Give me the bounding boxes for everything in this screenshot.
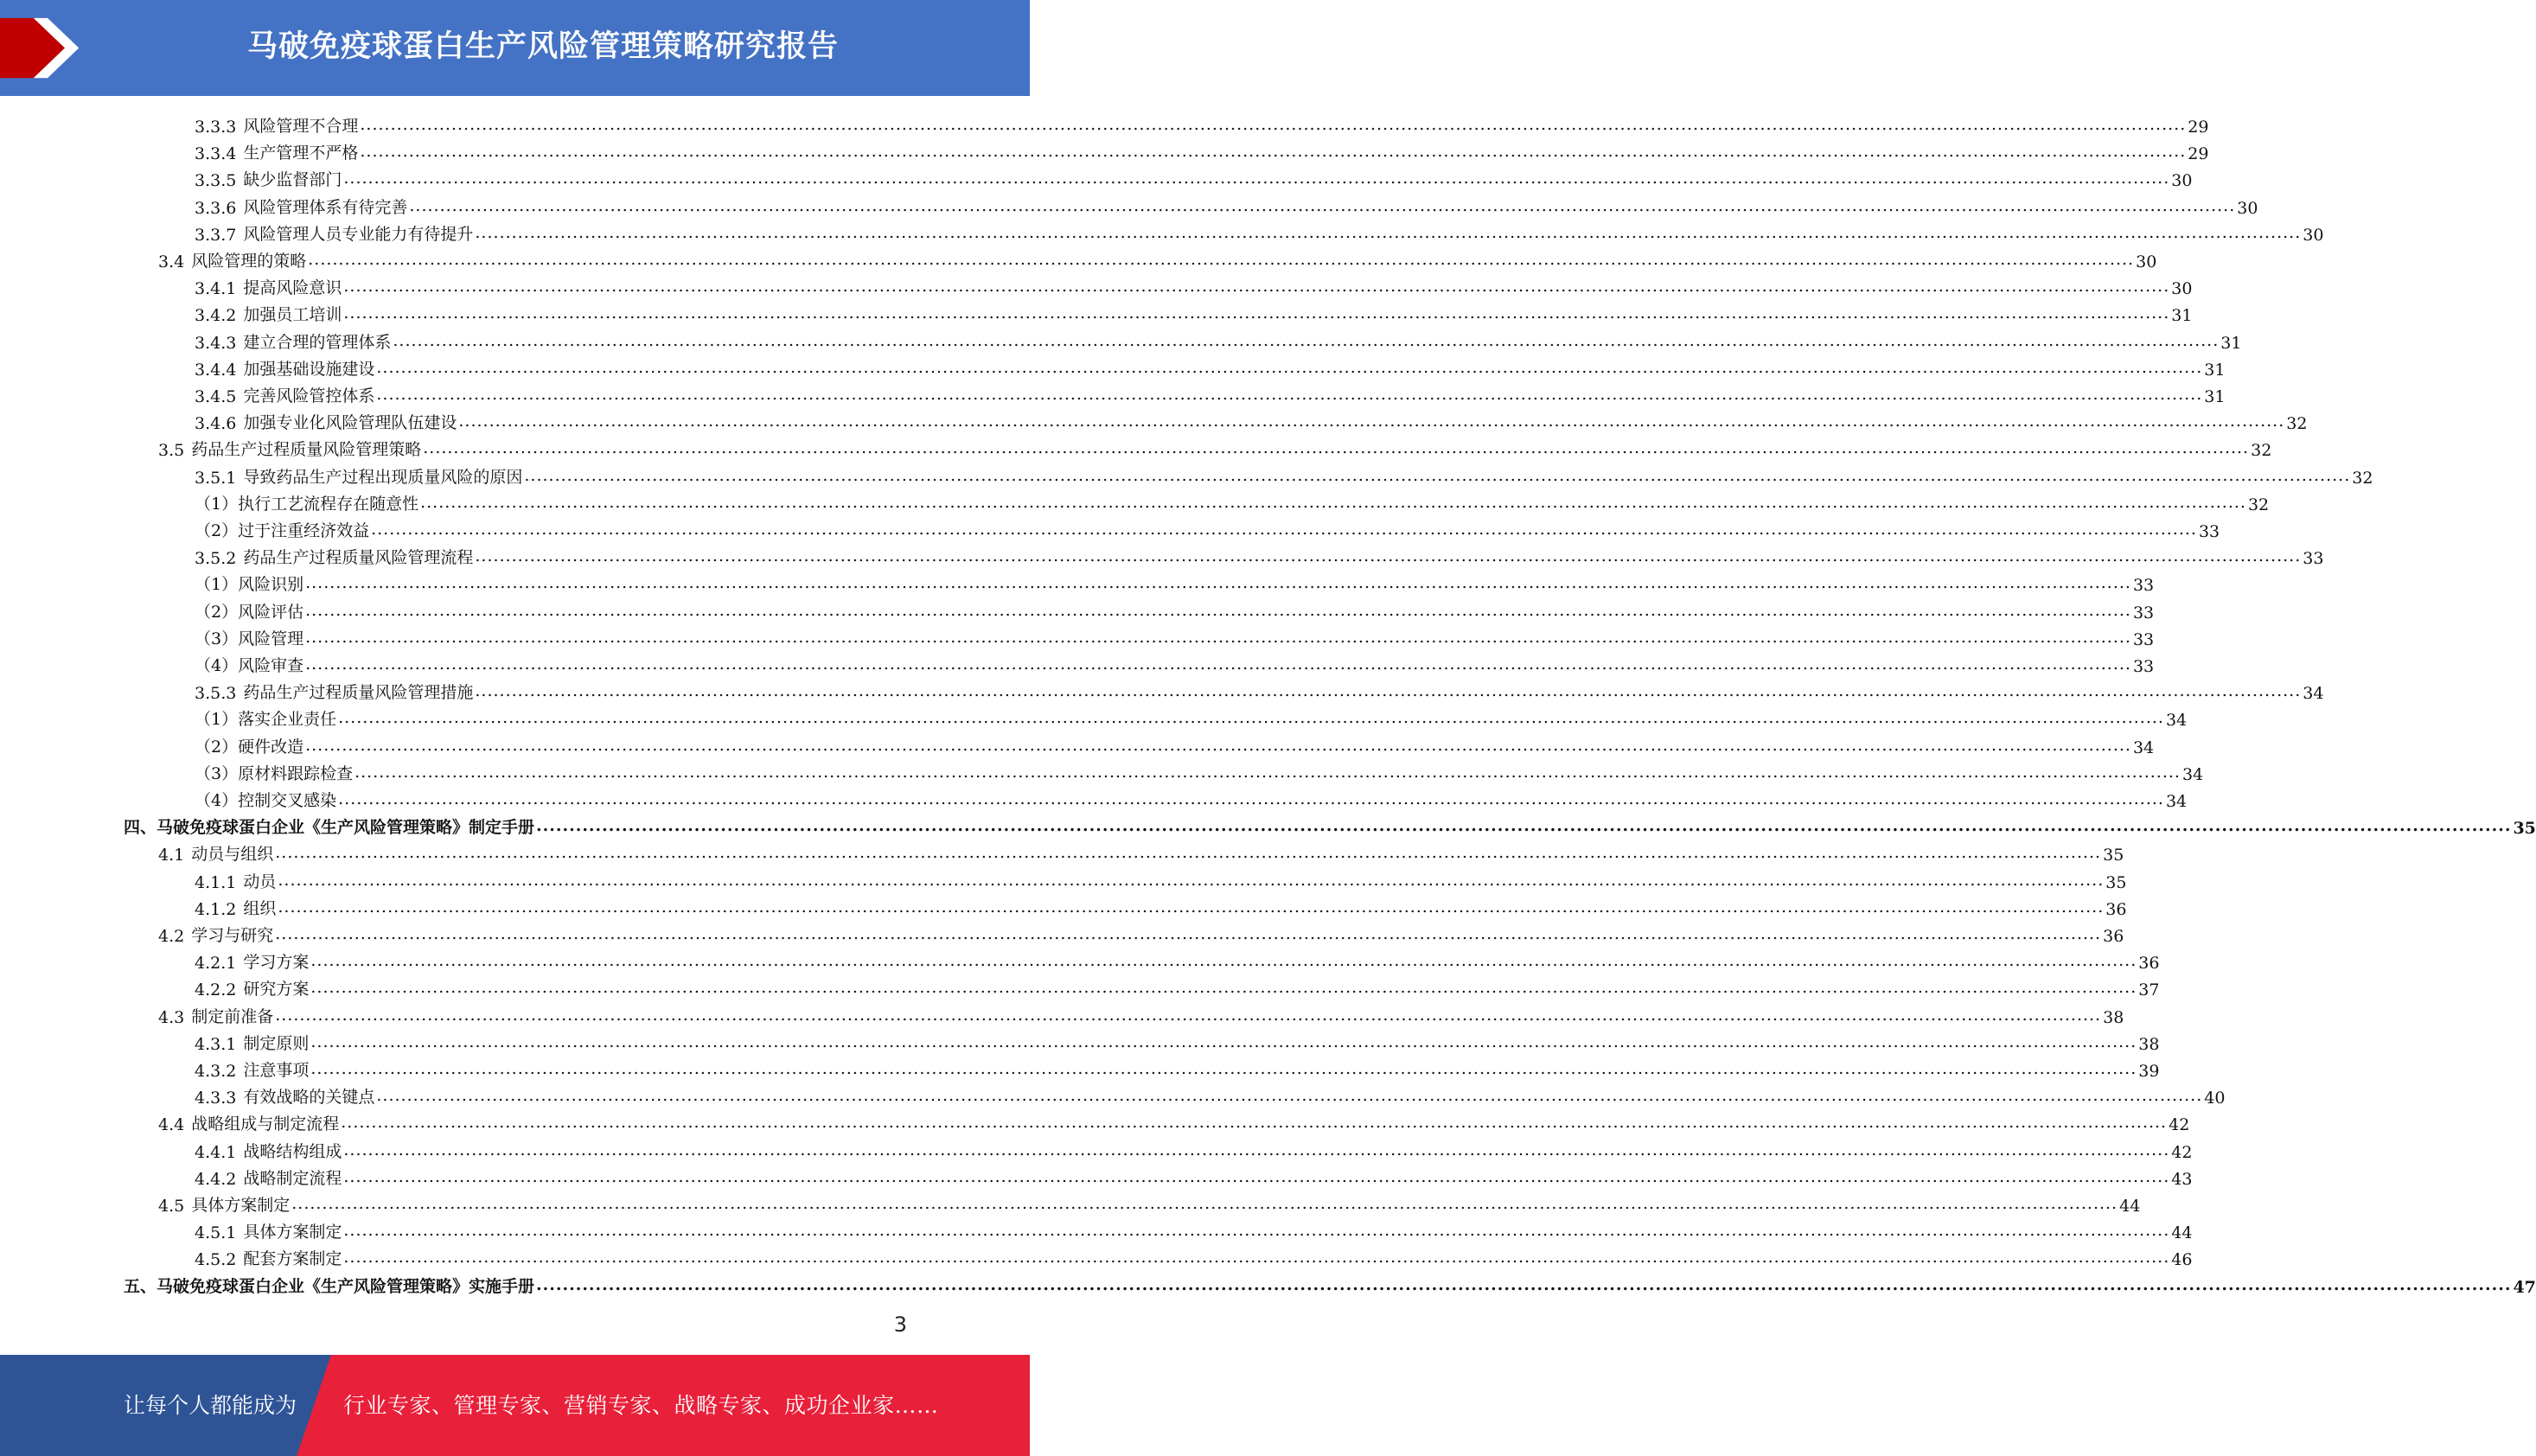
toc-dot-leader: ............................................................................................................................................................................................................................................................................................................ [305, 735, 2131, 755]
toc-dot-leader: ............................................................................................................................................................................................................................................................................................................ [338, 708, 2164, 728]
toc-dot-leader: ............................................................................................................................................................................................................................................................................................................ [355, 762, 2181, 782]
toc-entry-page: 43 [2171, 1169, 2193, 1189]
toc-entry-number: 4.4.1 [195, 1142, 237, 1162]
toc-entry[interactable] [195, 326, 2242, 353]
toc-dot-leader: ............................................................................................................................................................................................................................................................................................................ [278, 870, 2105, 890]
toc-entry[interactable] [195, 784, 2188, 811]
toc-entry[interactable] [195, 946, 2160, 974]
toc-entry-number: 3.4.1 [195, 279, 237, 299]
toc-entry[interactable] [195, 163, 2193, 191]
toc-entry[interactable] [195, 514, 2220, 541]
toc-entry-number: 3.4.2 [195, 306, 237, 326]
toc-entry-number: 3.4.3 [195, 333, 237, 353]
toc-entry[interactable] [195, 406, 2308, 434]
toc-entry-page: 32 [2251, 441, 2272, 461]
toc-dot-leader: ............................................................................................................................................................................................................................................................................................................ [343, 1140, 2170, 1159]
toc-entry-page: 35 [2513, 819, 2536, 839]
toc-entry-page: 32 [2247, 495, 2270, 514]
toc-entry-number: 4.5.2 [195, 1250, 237, 1270]
toc-dot-leader: ............................................................................................................................................................................................................................................................................................................ [291, 1194, 2118, 1213]
toc-entry[interactable] [195, 110, 2209, 137]
toc-entry-label: 药品生产过程质量风险管理策略 [191, 440, 422, 460]
toc-dot-leader: ............................................................................................................................................................................................................................................................................................................ [376, 1086, 2203, 1106]
toc-dot-leader: ............................................................................................................................................................................................................................................................................................................ [360, 115, 2187, 134]
toc-entry[interactable] [195, 541, 2324, 569]
toc-entry-page: 38 [2138, 1034, 2160, 1054]
toc-entry-page: 36 [2105, 899, 2127, 919]
toc-entry[interactable] [158, 1000, 2124, 1027]
toc-entry-page: 39 [2138, 1062, 2160, 1081]
toc-entry[interactable] [124, 1270, 2536, 1297]
toc-entry-label: 四、马破免疫球蛋白企业《生产风险管理策略》制定手册 [124, 818, 535, 838]
toc-entry-page: 33 [2132, 603, 2155, 623]
toc-entry[interactable] [195, 568, 2155, 596]
toc-entry-label: 制定原则 [243, 1033, 310, 1053]
toc-entry-label: 研究方案 [243, 980, 310, 999]
toc-entry-page: 29 [2188, 144, 2209, 164]
toc-dot-leader: ............................................................................................................................................................................................................................................................................................................ [343, 277, 2170, 297]
toc-entry-label: 药品生产过程质量风险管理流程 [243, 548, 474, 568]
toc-entry-label: 提高风险意识 [243, 278, 342, 298]
toc-entry-page: 37 [2138, 980, 2160, 1000]
toc-entry[interactable] [195, 1135, 2193, 1162]
toc-entry-page: 31 [2204, 360, 2226, 380]
toc-entry-page: 33 [2132, 657, 2155, 676]
toc-dot-leader: ............................................................................................................................................................................................................................................................................................................ [305, 627, 2131, 647]
toc-dot-leader: ............................................................................................................................................................................................................................................................................................................ [275, 924, 2102, 943]
toc-entry[interactable] [195, 1081, 2226, 1108]
toc-entry-page: 29 [2188, 118, 2209, 137]
toc-dot-leader: ............................................................................................................................................................................................................................................................................................................ [393, 330, 2220, 350]
toc-entry[interactable] [195, 1162, 2193, 1189]
toc-entry-label: 制定前准备 [191, 1006, 274, 1026]
toc-entry-label: 导致药品生产过程出现质量风险的原因 [243, 467, 523, 487]
toc-entry-page: 31 [2171, 306, 2193, 326]
toc-dot-leader: ............................................................................................................................................................................................................................................................................................................ [423, 438, 2250, 458]
toc-entry-number: 3.4 [158, 252, 185, 271]
toc-entry-page: 30 [2171, 279, 2193, 299]
toc-entry[interactable] [195, 191, 2258, 218]
toc-entry-number: 4.2.1 [195, 954, 237, 974]
toc-entry-number: 4.5 [158, 1197, 185, 1216]
toc-entry-number: 3.3.6 [195, 198, 237, 218]
toc-entry-label: 风险管理体系有待完善 [243, 197, 408, 217]
toc-entry-page: 30 [2171, 171, 2193, 191]
toc-entry-page: 30 [2237, 198, 2258, 218]
toc-entry-label: （2）风险评估 [195, 602, 304, 622]
toc-dot-leader: ............................................................................................................................................................................................................................................................................................................ [371, 520, 2197, 539]
toc-entry[interactable] [195, 757, 2204, 784]
toc-dot-leader: ............................................................................................................................................................................................................................................................................................................ [536, 1274, 2512, 1294]
toc-entry-number: 3.5.2 [195, 549, 237, 569]
toc-entry-label: 风险管理人员专业能力有待提升 [243, 224, 474, 244]
toc-entry[interactable] [195, 703, 2188, 731]
toc-dot-leader: ............................................................................................................................................................................................................................................................................................................ [310, 1031, 2137, 1051]
toc-entry[interactable] [195, 488, 2270, 514]
footer-slogan-left: 让每个人都能成为 [124, 1393, 297, 1418]
toc-dot-leader: ............................................................................................................................................................................................................................................................................................................ [278, 897, 2105, 916]
toc-entry[interactable] [195, 973, 2160, 1000]
toc-entry-page: 44 [2171, 1223, 2193, 1243]
toc-entry-label: （4）控制交叉感染 [195, 791, 337, 810]
toc-entry[interactable] [158, 1108, 2190, 1135]
toc-entry-number: 4.1 [158, 846, 185, 865]
toc-entry[interactable] [195, 1027, 2160, 1054]
toc-entry-page: 46 [2171, 1250, 2193, 1270]
toc-entry[interactable] [195, 1054, 2160, 1081]
toc-entry-number: 3.5.3 [195, 684, 237, 704]
toc-entry-label: （1）落实企业责任 [195, 710, 337, 730]
toc-entry-number: 3.4.4 [195, 360, 237, 380]
toc-entry[interactable] [195, 892, 2127, 919]
toc-entry-label: 有效战略的关键点 [243, 1088, 375, 1108]
toc-entry[interactable] [195, 623, 2155, 649]
toc-dot-leader: ............................................................................................................................................................................................................................................................................................................ [475, 546, 2302, 566]
toc-dot-leader: ............................................................................................................................................................................................................................................................................................................ [458, 412, 2285, 431]
toc-entry[interactable] [195, 1216, 2193, 1243]
toc-dot-leader: ............................................................................................................................................................................................................................................................................................................ [343, 303, 2170, 323]
toc-entry-label: 缺少监督部门 [243, 170, 342, 190]
page-footer [0, 1355, 1030, 1456]
toc-entry-label: 组织 [243, 898, 277, 918]
toc-dot-leader: ............................................................................................................................................................................................................................................................................................................ [420, 492, 2246, 512]
toc-dot-leader: ............................................................................................................................................................................................................................................................................................................ [376, 357, 2203, 377]
toc-entry-page: 34 [2303, 684, 2324, 704]
toc-entry[interactable] [124, 811, 2536, 839]
toc-entry-page: 33 [2303, 549, 2324, 569]
toc-entry-label: （1）执行工艺流程存在随意性 [195, 494, 419, 514]
toc-entry-page: 35 [2105, 872, 2127, 892]
toc-entry-label: 加强员工培训 [243, 305, 342, 325]
toc-dot-leader: ............................................................................................................................................................................................................................................................................................................ [310, 1059, 2137, 1078]
toc-entry-page: 35 [2103, 846, 2124, 865]
toc-entry-label: 战略结构组成 [243, 1141, 342, 1161]
toc-entry-label: 学习与研究 [191, 926, 274, 945]
toc-entry-number: 4.4.2 [195, 1169, 237, 1189]
toc-entry[interactable] [158, 245, 2157, 271]
toc-entry[interactable] [195, 461, 2373, 488]
toc-entry-label: 注意事项 [243, 1061, 310, 1080]
toc-entry-number: 4.2 [158, 927, 185, 946]
toc-entry-number: 3.4.6 [195, 414, 237, 434]
toc-entry-page: 34 [2181, 764, 2204, 784]
toc-entry-label: 具体方案制定 [243, 1223, 342, 1242]
toc-entry-page: 47 [2513, 1277, 2536, 1297]
toc-entry-page: 33 [2132, 629, 2155, 649]
toc-entry-page: 30 [2303, 225, 2324, 245]
toc-entry-page: 31 [2220, 333, 2242, 353]
toc-entry-label: （3）风险管理 [195, 629, 304, 648]
toc-entry[interactable] [195, 865, 2127, 892]
toc-entry[interactable] [158, 433, 2272, 461]
toc-entry-label: （2）硬件改造 [195, 737, 304, 757]
toc-entry-number: 4.5.1 [195, 1223, 237, 1243]
toc-dot-leader: ............................................................................................................................................................................................................................................................................................................ [310, 951, 2137, 971]
toc-entry-number: 3.4.5 [195, 387, 237, 406]
toc-dot-leader: ............................................................................................................................................................................................................................................................................................................ [360, 142, 2187, 162]
toc-entry-label: 动员 [243, 872, 277, 891]
toc-entry-number: 3.3.3 [195, 118, 237, 137]
toc-entry-number: 4.4 [158, 1115, 185, 1135]
toc-entry-label: 战略组成与制定流程 [191, 1114, 340, 1134]
toc-entry-page: 42 [2169, 1115, 2190, 1135]
toc-dot-leader: ............................................................................................................................................................................................................................................................................................................ [475, 681, 2302, 701]
toc-entry-page: 32 [2286, 414, 2308, 434]
toc-entry[interactable] [195, 649, 2155, 676]
toc-entry-label: 学习方案 [243, 953, 310, 973]
toc-dot-leader: ............................................................................................................................................................................................................................................................................................................ [409, 195, 2236, 215]
toc-entry-label: （3）原材料跟踪检查 [195, 763, 354, 783]
toc-dot-leader: ............................................................................................................................................................................................................................................................................................................ [341, 1113, 2168, 1133]
toc-entry-number: 3.5 [158, 441, 185, 461]
toc-entry-number: 3.3.4 [195, 144, 237, 164]
toc-entry[interactable] [195, 298, 2193, 326]
toc-entry-page: 44 [2119, 1197, 2141, 1216]
toc-dot-leader: ............................................................................................................................................................................................................................................................................................................ [536, 816, 2512, 836]
toc-entry-number: 4.3.3 [195, 1089, 237, 1108]
toc-entry-number: 4.3.1 [195, 1034, 237, 1054]
toc-entry-page: 40 [2204, 1089, 2226, 1108]
toc-entry-page: 30 [2136, 252, 2157, 271]
toc-dot-leader: ............................................................................................................................................................................................................................................................................................................ [305, 600, 2131, 620]
toc-entry[interactable] [195, 676, 2324, 704]
toc-entry-page: 38 [2103, 1007, 2124, 1027]
toc-entry-label: 五、马破免疫球蛋白企业《生产风险管理策略》实施手册 [124, 1276, 535, 1296]
toc-entry-label: 配套方案制定 [243, 1249, 342, 1269]
page-number: 3 [893, 1312, 907, 1337]
toc-dot-leader: ............................................................................................................................................................................................................................................................................................................ [343, 169, 2170, 188]
toc-entry-page: 36 [2138, 954, 2160, 974]
toc-entry[interactable] [195, 380, 2226, 406]
toc-entry-label: 加强专业化风险管理队伍建设 [243, 413, 457, 433]
toc-entry[interactable] [195, 353, 2226, 380]
toc-entry[interactable] [195, 1242, 2193, 1270]
toc-entry-label: 具体方案制定 [191, 1196, 291, 1215]
toc-entry-label: 风险管理不合理 [243, 117, 359, 136]
toc-entry[interactable] [195, 218, 2324, 245]
toc-dot-leader: ............................................................................................................................................................................................................................................................................................................ [376, 385, 2203, 404]
toc-entry-page: 33 [2132, 576, 2155, 596]
document-title: 马破免疫球蛋白生产风险管理策略研究报告 [246, 29, 839, 64]
toc-entry-page: 34 [2165, 711, 2188, 731]
toc-entry-label: 动员与组织 [191, 845, 274, 865]
toc-entry[interactable] [195, 271, 2193, 299]
toc-entry-page: 32 [2352, 468, 2373, 488]
toc-entry-label: 生产管理不严格 [243, 144, 359, 163]
toc-entry-number: 4.3.2 [195, 1062, 237, 1081]
toc-entry-label: 加强基础设施建设 [243, 359, 375, 379]
toc-entry-page: 36 [2103, 927, 2124, 946]
toc-entry-label: 药品生产过程质量风险管理措施 [243, 683, 474, 703]
toc-dot-leader: ............................................................................................................................................................................................................................................................................................................ [524, 465, 2351, 485]
toc-entry-page: 33 [2198, 522, 2220, 541]
toc-entry-page: 31 [2204, 387, 2226, 406]
toc-entry-label: （2）过于注重经济效益 [195, 521, 370, 540]
toc-entry-number: 4.2.2 [195, 980, 237, 1000]
toc-entry[interactable] [158, 1189, 2141, 1216]
footer-slogan-right: 行业专家、管理专家、营销专家、战略专家、成功企业家…… [343, 1393, 939, 1418]
toc-dot-leader: ............................................................................................................................................................................................................................................................................................................ [343, 1248, 2170, 1268]
toc-entry-page: 34 [2165, 792, 2188, 811]
toc-entry-label: 战略制定流程 [243, 1168, 342, 1188]
toc-entry-number: 3.3.7 [195, 225, 237, 245]
toc-entry-page: 34 [2132, 738, 2155, 757]
toc-dot-leader: ............................................................................................................................................................................................................................................................................................................ [275, 1005, 2102, 1025]
toc-dot-leader: ............................................................................................................................................................................................................................................................................................................ [305, 573, 2131, 593]
toc-entry[interactable] [158, 919, 2124, 946]
toc-dot-leader: ............................................................................................................................................................................................................................................................................................................ [338, 789, 2164, 808]
toc-entry[interactable] [158, 838, 2124, 865]
toc-entry-number: 3.5.1 [195, 468, 237, 488]
toc-entry[interactable] [195, 137, 2209, 164]
toc-entry[interactable] [195, 731, 2155, 757]
toc-entry-number: 3.3.5 [195, 171, 237, 191]
toc-dot-leader: ............................................................................................................................................................................................................................................................................................................ [475, 222, 2302, 242]
toc-entry-label: 建立合理的管理体系 [243, 332, 392, 352]
toc-entry-number: 4.3 [158, 1007, 185, 1027]
toc-dot-leader: ............................................................................................................................................................................................................................................................................................................ [343, 1166, 2170, 1186]
toc-entry-label: （4）风险审查 [195, 656, 304, 675]
toc-entry-page: 42 [2171, 1142, 2193, 1162]
page-header [0, 0, 1030, 96]
toc-dot-leader: ............................................................................................................................................................................................................................................................................................................ [310, 978, 2137, 998]
toc-entry[interactable] [195, 596, 2155, 623]
toc-entry-label: （1）风险识别 [195, 575, 304, 595]
toc-entry-number: 4.1.2 [195, 899, 237, 919]
toc-entry-label: 风险管理的策略 [191, 252, 307, 271]
toc-entry-label: 完善风险管控体系 [243, 386, 375, 406]
toc-dot-leader: ............................................................................................................................................................................................................................................................................................................ [305, 655, 2131, 674]
toc-dot-leader: ............................................................................................................................................................................................................................................................................................................ [275, 843, 2102, 863]
toc-dot-leader: ............................................................................................................................................................................................................................................................................................................ [308, 250, 2135, 269]
toc-dot-leader: ............................................................................................................................................................................................................................................................................................................ [343, 1221, 2170, 1241]
toc-entry-number: 4.1.1 [195, 872, 237, 892]
